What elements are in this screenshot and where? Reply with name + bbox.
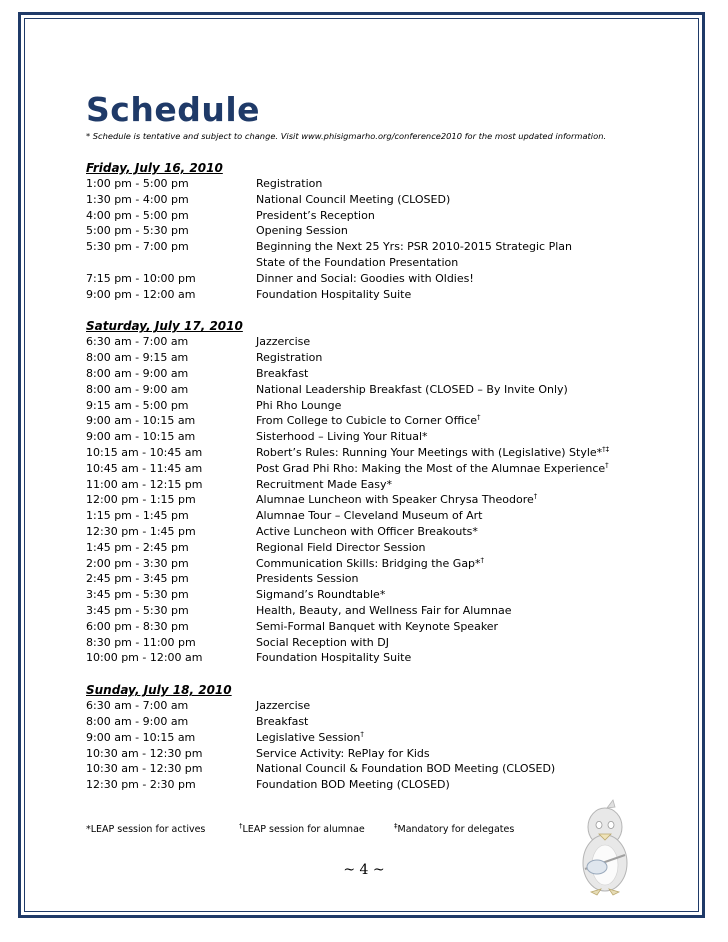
session-event <box>256 587 686 603</box>
session-event <box>256 603 686 619</box>
session-time: 8:00 am - 9:15 am <box>86 351 189 365</box>
schedule-row <box>86 761 686 777</box>
session-title: Sigmand’s Roundtable* <box>256 588 386 602</box>
session-title: Regional Field Director Session <box>256 540 426 554</box>
session-time: 12:30 pm - 1:45 pm <box>86 524 196 538</box>
session-event <box>256 255 686 271</box>
session-time: 9:00 am - 10:15 am <box>86 414 196 428</box>
session-time: 8:30 pm - 11:00 pm <box>86 635 196 649</box>
session-event <box>256 382 686 398</box>
session-event <box>256 176 686 192</box>
schedule-row <box>86 176 686 192</box>
session-event <box>256 730 686 746</box>
session-time: 1:45 pm - 2:45 pm <box>86 540 189 554</box>
session-title: Foundation BOD Meeting (CLOSED) <box>256 778 450 792</box>
schedule-row <box>86 714 686 730</box>
session-event <box>256 540 686 556</box>
session-time: 6:30 am - 7:00 am <box>86 699 189 713</box>
schedule-row <box>86 635 686 651</box>
session-title: Phi Rho Lounge <box>256 398 342 412</box>
schedule-row <box>86 461 686 477</box>
session-time: 1:00 pm - 5:00 pm <box>86 177 189 190</box>
page-title: Schedule <box>86 90 261 129</box>
session-title: Communication Skills: Bridging the Gap* <box>256 556 481 570</box>
session-title: From College to Cubicle to Corner Office <box>256 414 478 428</box>
session-time: 7:15 pm - 10:00 pm <box>86 271 196 285</box>
session-footnote-mark: † <box>480 555 485 564</box>
schedule-row <box>86 366 686 382</box>
footnote-alumnae <box>239 821 365 835</box>
dagger-mark: † <box>239 821 243 830</box>
day-heading: Saturday, July 17, 2010 <box>86 319 243 334</box>
session-time: 4:00 pm - 5:00 pm <box>86 208 189 222</box>
session-event <box>256 287 686 303</box>
session-time: 8:00 am - 9:00 am <box>86 366 189 380</box>
double-dagger-mark: ‡ <box>394 821 398 830</box>
schedule-row <box>86 571 686 587</box>
session-event <box>256 350 686 366</box>
day-heading: Sunday, July 18, 2010 <box>86 683 232 698</box>
session-event <box>256 508 686 524</box>
session-title: Jazzercise <box>256 335 311 349</box>
session-time: 11:00 am - 12:15 pm <box>86 477 203 491</box>
session-title: Social Reception with DJ <box>256 635 389 649</box>
schedule-row <box>86 477 686 493</box>
session-title: Robert’s Rules: Running Your Meetings with (Legislative) Style* <box>256 445 603 459</box>
session-title: Opening Session <box>256 224 348 238</box>
session-event <box>256 429 686 445</box>
schedule-row <box>86 777 686 793</box>
session-title: Recruitment Made Easy* <box>256 477 393 491</box>
session-event <box>256 492 686 508</box>
session-event <box>256 477 686 493</box>
session-title: Health, Beauty, and Wellness Fair for Alumnae <box>256 603 512 617</box>
session-event <box>256 461 686 477</box>
session-time: 10:30 am - 12:30 pm <box>86 746 203 760</box>
session-event <box>256 524 686 540</box>
schedule-row <box>86 650 686 666</box>
session-event <box>256 556 686 572</box>
schedule-row <box>86 730 686 746</box>
penguin-guitar-icon <box>577 797 633 897</box>
session-event <box>256 271 686 287</box>
session-title: Beginning the Next 25 Yrs: PSR 2010-2015 Strategic Plan <box>256 240 572 254</box>
session-title: Breakfast <box>256 366 309 380</box>
session-event <box>256 208 686 224</box>
session-time: 9:00 am - 10:15 am <box>86 730 196 744</box>
schedule-row <box>86 508 686 524</box>
session-time <box>86 255 256 271</box>
schedule-row <box>86 603 686 619</box>
session-time: 1:15 pm - 1:45 pm <box>86 509 189 523</box>
session-time: 10:00 pm - 12:00 am <box>86 651 203 665</box>
schedule-row <box>86 524 686 540</box>
session-event <box>256 366 686 382</box>
schedule-row <box>86 287 686 303</box>
footnote-actives: *LEAP session for actives <box>86 824 206 835</box>
schedule-row <box>86 271 686 287</box>
session-time: 2:00 pm - 3:30 pm <box>86 556 189 570</box>
schedule-row <box>86 192 686 208</box>
session-title: Presidents Session <box>256 572 359 586</box>
session-footnote-mark: † <box>605 461 609 470</box>
schedule-row <box>86 350 686 366</box>
session-event <box>256 746 686 762</box>
session-event <box>256 413 686 429</box>
session-time: 6:00 pm - 8:30 pm <box>86 619 189 633</box>
day-heading: Friday, July 16, 2010 <box>86 161 223 175</box>
session-time: 5:30 pm - 7:00 pm <box>86 240 189 254</box>
session-title: Registration <box>256 177 323 190</box>
session-title: Active Luncheon with Officer Breakouts* <box>256 524 478 538</box>
session-title: Dinner and Social: Goodies with Oldies! <box>256 271 474 285</box>
schedule-row <box>86 334 686 350</box>
schedule-row <box>86 556 686 572</box>
session-title: President’s Reception <box>256 208 375 222</box>
schedule-row <box>86 492 686 508</box>
schedule-row <box>86 398 686 414</box>
schedule-row <box>86 239 686 255</box>
schedule-row <box>86 208 686 224</box>
session-footnote-mark: †‡ <box>602 445 610 454</box>
session-event <box>256 650 686 666</box>
footnote-mandatory <box>394 821 515 835</box>
session-title: Jazzercise <box>256 699 311 713</box>
session-title: National Council & Foundation BOD Meeting (CLOSED) <box>256 762 556 776</box>
footnote-alumnae-text: LEAP session for alumnae <box>242 824 365 835</box>
session-time: 2:45 pm - 3:45 pm <box>86 572 189 586</box>
session-event <box>256 635 686 651</box>
schedule-row <box>86 429 686 445</box>
schedule-row <box>86 540 686 556</box>
session-time: 10:15 am - 10:45 am <box>86 445 203 459</box>
schedule-row <box>86 223 686 239</box>
schedule-row <box>86 746 686 762</box>
session-time: 1:30 pm - 4:00 pm <box>86 192 189 206</box>
session-event <box>256 571 686 587</box>
session-time: 3:45 pm - 5:30 pm <box>86 603 189 617</box>
session-title: Service Activity: RePlay for Kids <box>256 746 430 760</box>
session-title: Alumnae Luncheon with Speaker Chrysa Theodore <box>256 493 534 507</box>
session-footnote-mark: † <box>360 730 364 739</box>
session-time: 12:30 pm - 2:30 pm <box>86 778 196 792</box>
day-spacer <box>86 666 686 682</box>
session-footnote-mark: † <box>477 413 481 422</box>
session-title: Sisterhood – Living Your Ritual* <box>256 430 428 444</box>
session-time: 8:00 am - 9:00 am <box>86 382 189 396</box>
session-event <box>256 445 686 461</box>
schedule-row <box>86 413 686 429</box>
session-title: Foundation Hospitality Suite <box>256 287 412 301</box>
session-title: Legislative Session <box>256 730 361 744</box>
page-number: ~ 4 ~ <box>343 862 385 878</box>
session-title: Breakfast <box>256 714 309 728</box>
session-event <box>256 698 686 714</box>
schedule-days <box>86 160 686 793</box>
schedule-row <box>86 619 686 635</box>
session-time: 10:45 am - 11:45 am <box>86 461 203 475</box>
schedule-row <box>86 445 686 461</box>
session-footnote-mark: † <box>533 492 538 501</box>
session-event <box>256 777 686 793</box>
session-event <box>256 223 686 239</box>
session-time: 6:30 am - 7:00 am <box>86 335 189 349</box>
footnote-mandatory-text: Mandatory for delegates <box>397 824 515 835</box>
session-title: Semi-Formal Banquet with Keynote Speaker <box>256 619 499 633</box>
day-spacer <box>86 302 686 318</box>
session-event <box>256 334 686 350</box>
session-time: 3:45 pm - 5:30 pm <box>86 588 189 602</box>
session-event <box>256 239 686 255</box>
schedule-row <box>86 587 686 603</box>
schedule-content <box>86 90 686 793</box>
session-event <box>256 619 686 635</box>
session-time: 9:00 pm - 12:00 am <box>86 287 196 301</box>
session-time: 9:15 am - 5:00 pm <box>86 398 189 412</box>
session-title: National Leadership Breakfast (CLOSED – By Invite Only) <box>256 382 568 396</box>
session-title: State of the Foundation Presentation <box>256 255 459 269</box>
schedule-row <box>86 255 686 271</box>
session-time: 12:00 pm - 1:15 pm <box>86 493 196 507</box>
schedule-note: * Schedule is tentative and subject to change. Visit www.phisigmarho.org/conference2010 for the most updated information. <box>86 131 607 141</box>
session-event <box>256 761 686 777</box>
session-title: Registration <box>256 351 323 365</box>
session-time: 8:00 am - 9:00 am <box>86 714 189 728</box>
session-event <box>256 714 686 730</box>
session-title: National Council Meeting (CLOSED) <box>256 192 451 206</box>
schedule-row <box>86 382 686 398</box>
session-event <box>256 192 686 208</box>
session-title: Post Grad Phi Rho: Making the Most of the Alumnae Experience <box>256 461 606 475</box>
session-time: 9:00 am - 10:15 am <box>86 430 196 444</box>
session-time: 10:30 am - 12:30 pm <box>86 762 203 776</box>
session-title: Alumnae Tour – Cleveland Museum of Art <box>256 509 483 523</box>
schedule-row <box>86 698 686 714</box>
session-title: Foundation Hospitality Suite <box>256 651 412 665</box>
session-event <box>256 398 686 414</box>
session-time: 5:00 pm - 5:30 pm <box>86 224 189 238</box>
